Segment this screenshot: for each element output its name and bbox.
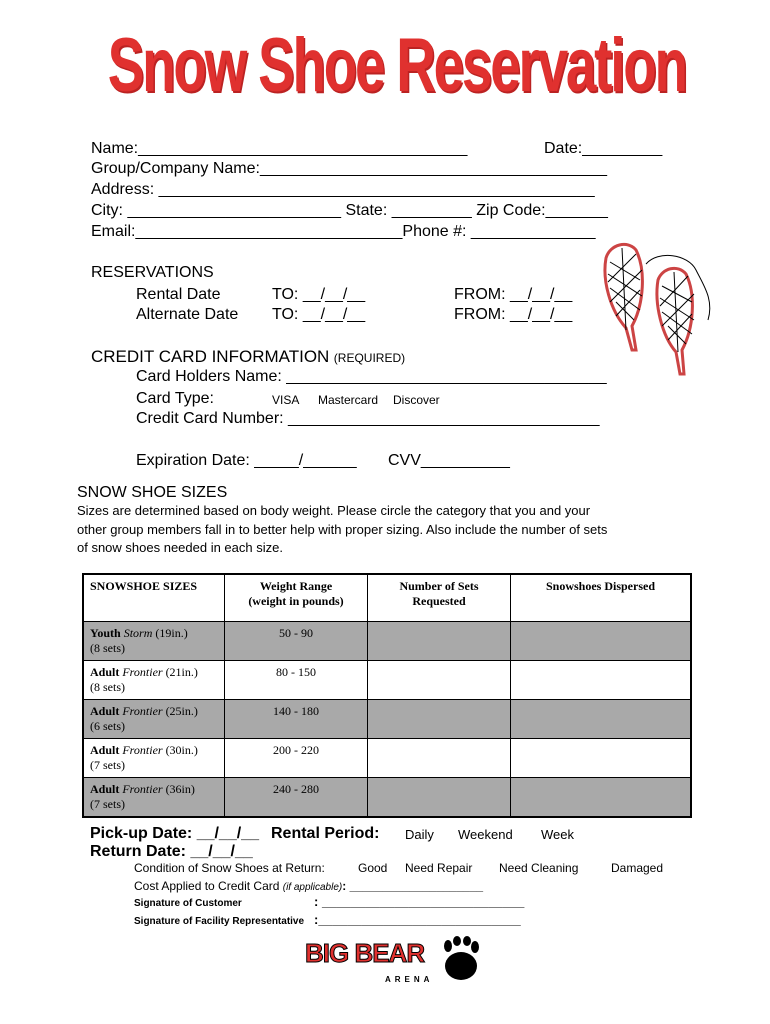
return-date-field[interactable]: Return Date: __/__/__ [90, 843, 253, 860]
table-row [83, 778, 691, 818]
condition-label: Condition of Snow Shoes at Return: [134, 861, 325, 875]
credit-heading-group [91, 347, 405, 367]
weight-cell: 200 - 220 [225, 739, 368, 778]
sizes-heading: SNOW SHOE SIZES [77, 484, 228, 501]
table-header-row [83, 574, 691, 622]
table-row [83, 661, 691, 700]
header-dispersed: Snowshoes Dispersed [511, 574, 692, 622]
cost-label: Cost Applied to Credit Card [134, 879, 280, 893]
sizes-instructions-1: Sizes are determined based on body weight. Please circle the category that you and your [77, 503, 591, 518]
period-daily[interactable]: Daily [405, 827, 434, 842]
sets-requested-cell[interactable] [368, 778, 511, 818]
signature-customer-label: Signature of Customer [134, 898, 242, 909]
weight-cell: 240 - 280 [225, 778, 368, 818]
bear-paw-icon [440, 936, 482, 982]
card-type-label: Card Type: [136, 390, 214, 407]
rental-to-field[interactable]: TO: __/__/__ [272, 286, 366, 303]
email-phone-field[interactable]: Email:______________________________Phone #: ______________ [91, 223, 596, 240]
rental-from-field[interactable]: FROM: __/__/__ [454, 286, 573, 303]
header-sizes: SNOWSHOE SIZES [83, 574, 225, 622]
city-state-zip-field[interactable]: City: ________________________ State: _________ Zip Code:_______ [91, 202, 608, 219]
size-cell: Adult Frontier (30in.) (7 sets) [83, 739, 225, 778]
size-cell: Youth Storm (19in.) (8 sets) [83, 622, 225, 661]
period-week[interactable]: Week [541, 827, 574, 842]
sets-requested-cell[interactable] [368, 739, 511, 778]
snowshoe-sizes-table [82, 573, 692, 818]
alternate-from-field[interactable]: FROM: __/__/__ [454, 306, 573, 323]
cost-note: (if applicable) [282, 882, 343, 893]
reservations-heading: RESERVATIONS [91, 264, 214, 281]
sizes-instructions-2: other group members fall in to better help with proper sizing. Also include the number of sets [77, 522, 608, 537]
rental-date-label: Rental Date [136, 286, 221, 303]
signature-facility-label: Signature of Facility Representative [134, 916, 305, 927]
condition-need-repair[interactable]: Need Repair [405, 861, 473, 875]
card-type-mastercard[interactable]: Mastercard [318, 393, 379, 407]
alternate-to-field[interactable]: TO: __/__/__ [272, 306, 366, 323]
cost-line[interactable]: : ____________________ [342, 879, 484, 893]
condition-good[interactable]: Good [358, 861, 388, 875]
table-row [83, 622, 691, 661]
size-cell: Adult Frontier (25in.) (6 sets) [83, 700, 225, 739]
alternate-date-label: Alternate Date [136, 306, 239, 323]
dispersed-cell[interactable] [511, 739, 692, 778]
weight-cell: 140 - 180 [225, 700, 368, 739]
cvv-field[interactable]: CVV__________ [388, 452, 510, 469]
dispersed-cell[interactable] [511, 622, 692, 661]
header-weight: Weight Range (weight in pounds) [225, 574, 368, 622]
arena-wordmark: ARENA [385, 975, 434, 984]
pickup-date-field[interactable]: Pick-up Date: __/__/__ [90, 825, 259, 842]
weight-cell: 80 - 150 [225, 661, 368, 700]
sizes-instructions-3: of snow shoes needed in each size. [77, 540, 283, 555]
rental-period-label: Rental Period: [271, 825, 380, 842]
snowshoes-illustration [596, 240, 720, 380]
condition-damaged[interactable]: Damaged [611, 861, 664, 875]
expiration-field[interactable]: Expiration Date: _____/______ [136, 452, 357, 469]
condition-need-cleaning[interactable]: Need Cleaning [499, 861, 579, 875]
card-holder-field[interactable]: Card Holders Name: ____________________________________ [136, 368, 607, 385]
period-weekend[interactable]: Weekend [458, 827, 513, 842]
signature-customer-line[interactable]: : ____________________________ [314, 894, 525, 909]
size-cell: Adult Frontier (36in) (7 sets) [83, 778, 225, 818]
dispersed-cell[interactable] [511, 700, 692, 739]
sets-requested-cell[interactable] [368, 661, 511, 700]
address-field[interactable]: Address: _________________________________________________ [91, 181, 595, 198]
name-field[interactable]: Name:_____________________________________ [91, 140, 468, 157]
header-sets-requested: Number of Sets Requested [368, 574, 511, 622]
size-cell: Adult Frontier (21in.) (8 sets) [83, 661, 225, 700]
date-field[interactable]: Date:_________ [544, 140, 663, 157]
credit-required-note: (REQUIRED) [333, 351, 406, 365]
credit-heading: CREDIT CARD INFORMATION [91, 347, 330, 366]
card-type-visa[interactable]: VISA [272, 393, 300, 407]
weight-cell: 50 - 90 [225, 622, 368, 661]
sets-requested-cell[interactable] [368, 700, 511, 739]
sets-requested-cell[interactable] [368, 622, 511, 661]
cost-row[interactable] [134, 879, 483, 893]
signature-facility-line[interactable]: :____________________________ [314, 912, 521, 927]
big-bear-logo: BIG BEAR [305, 938, 425, 968]
dispersed-cell[interactable] [511, 661, 692, 700]
page-title: Snow Shoe Reservation [107, 23, 686, 108]
card-number-field[interactable]: Credit Card Number: ___________________________________ [136, 410, 600, 427]
dispersed-cell[interactable] [511, 778, 692, 818]
table-row [83, 739, 691, 778]
table-row [83, 700, 691, 739]
card-type-discover[interactable]: Discover [393, 393, 440, 407]
group-field[interactable]: Group/Company Name:_______________________________________ [91, 160, 607, 177]
